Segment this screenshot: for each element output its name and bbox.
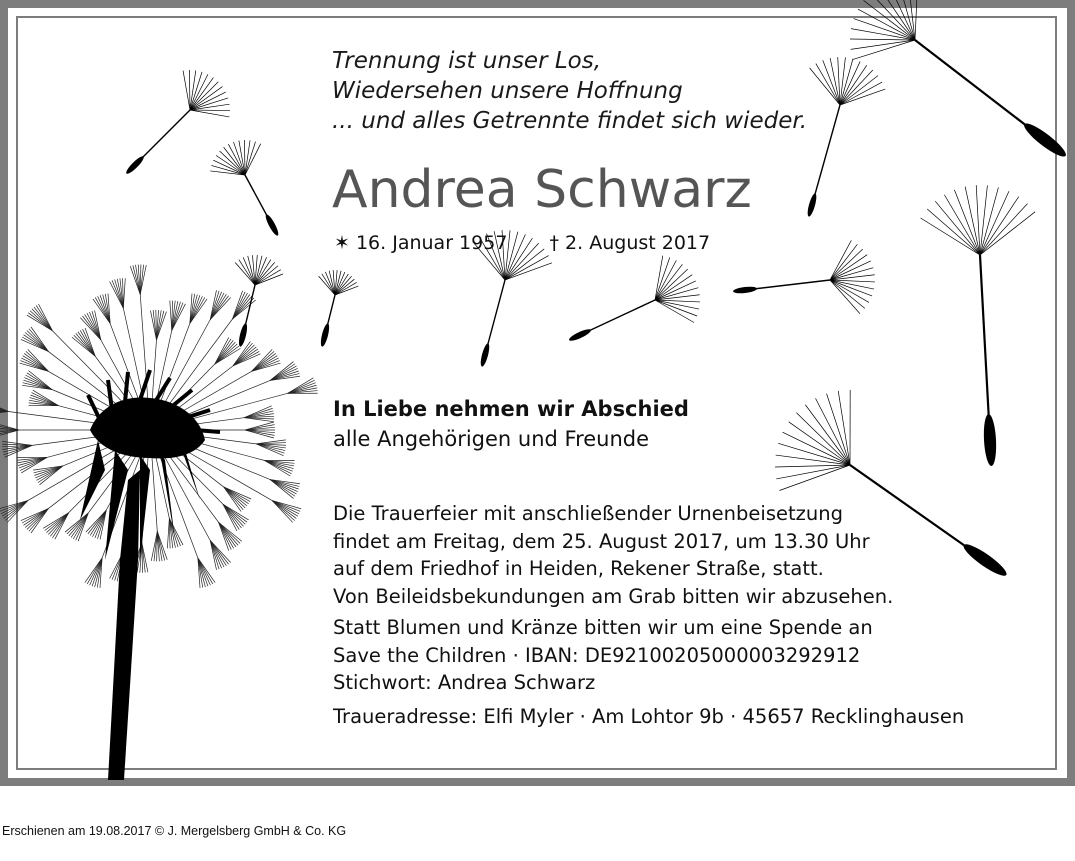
birth-star-icon: ✶ bbox=[334, 232, 350, 254]
memorial-quote bbox=[332, 46, 807, 136]
ceremony-line: auf dem Friedhof in Heiden, Rekener Straße, statt. bbox=[333, 557, 824, 580]
farewell-block bbox=[333, 394, 689, 454]
ceremony-line: Die Trauerfeier mit anschließender Urnenbeisetzung bbox=[333, 502, 843, 525]
death-date: 2. August 2017 bbox=[565, 232, 711, 254]
quote-line: ... und alles Getrennte findet sich wieder. bbox=[332, 108, 808, 134]
ceremony-line: findet am Freitag, dem 25. August 2017, um 13.30 Uhr bbox=[333, 529, 870, 553]
birth-date: 16. Januar 1957 bbox=[355, 232, 508, 254]
mourning-address: Traueradresse: Elfi Myler · Am Lohtor 9b · 45657 Recklinghausen bbox=[333, 704, 965, 728]
donation-line: Save the Children · IBAN: DE92100205000003292912 bbox=[333, 643, 861, 667]
quote-line: Wiedersehen unsere Hoffnung bbox=[332, 78, 683, 104]
donation-line: Stichwort: Andrea Schwarz bbox=[333, 671, 596, 694]
farewell-heading: In Liebe nehmen wir Abschied bbox=[333, 397, 689, 421]
ceremony-line: Von Beileidsbekundungen am Grab bitten wir abzusehen. bbox=[333, 584, 894, 608]
donation-line: Statt Blumen und Kränze bitten wir um eine Spende an bbox=[333, 616, 873, 639]
death-cross-icon: † bbox=[549, 232, 559, 254]
donation-block bbox=[333, 614, 964, 697]
deceased-name: Andrea Schwarz bbox=[332, 160, 752, 220]
publication-footer: Erschienen am 19.08.2017 © J. Mergelsberg GmbH & Co. KG bbox=[2, 824, 347, 838]
ceremony-block bbox=[333, 500, 964, 610]
ceremony-details bbox=[333, 500, 964, 730]
life-dates bbox=[334, 228, 710, 258]
quote-line: Trennung ist unser Los, bbox=[332, 48, 602, 74]
farewell-signers: alle Angehörigen und Freunde bbox=[333, 427, 650, 451]
